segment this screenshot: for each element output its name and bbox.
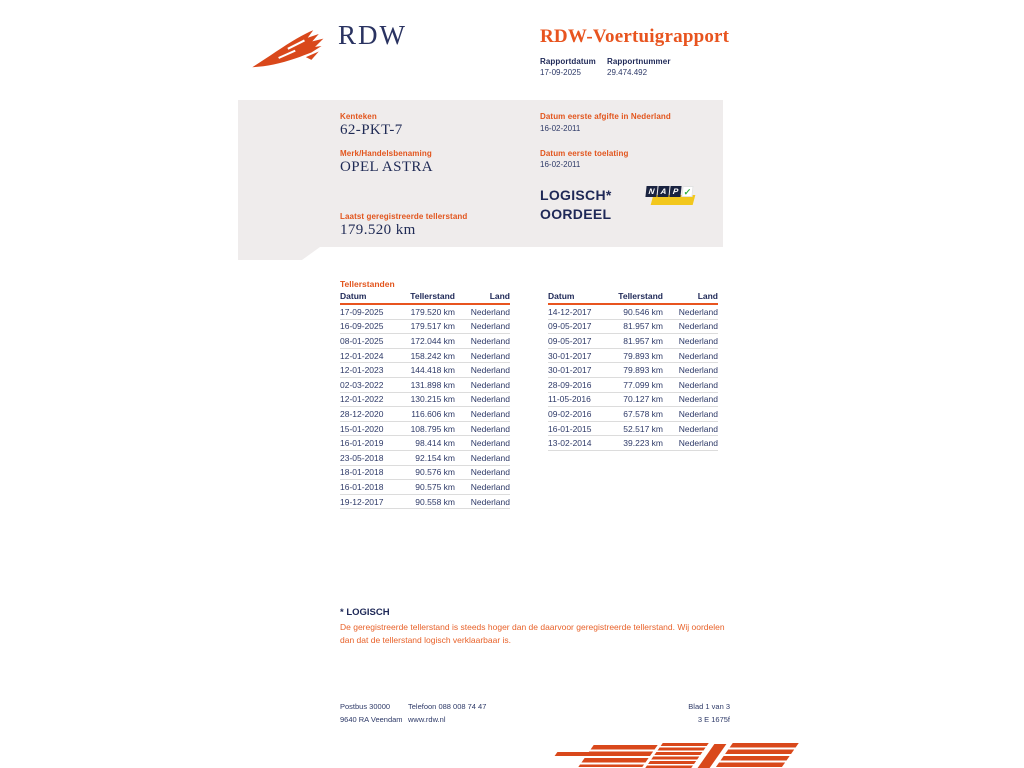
table-row [340,378,510,393]
table-row [548,407,718,422]
footer-address [340,700,403,726]
cell-land: Nederland [678,423,718,434]
footer-page-info [540,700,730,726]
table-row [340,436,510,451]
col-land: Land [697,291,718,301]
table-row [340,466,510,481]
cell-tellerstand: 98.414 km [415,438,455,449]
cell-land: Nederland [470,423,510,434]
stripe-dash [555,752,590,756]
cell-datum: 09-02-2016 [548,408,592,419]
cell-tellerstand: 179.520 km [410,306,455,317]
cell-land: Nederland [470,321,510,332]
cell-datum: 12-01-2022 [340,394,384,405]
rdw-logotype: RDW [338,20,407,50]
table-row [340,451,510,466]
footer-website: www.rdw.nl [408,715,446,724]
footnote-text: De geregistreerde tellerstand is steeds hoger dan de daarvoor geregistreerde tellerstand. Wij oordelen dan dat de tellerstand logisch verklaarbaar is. [340,622,725,645]
footer-phone: Telefoon 088 008 74 47 [408,702,487,711]
footer-address-line2: 9640 RA Veendam [340,715,403,724]
cell-datum: 28-09-2016 [548,379,592,390]
cell-tellerstand: 144.418 km [410,365,455,376]
cell-datum: 08-01-2025 [340,335,384,346]
cell-land: Nederland [678,306,718,317]
cell-land: Nederland [678,335,718,346]
vehicle-summary-panel [238,100,723,247]
table-row [340,320,510,335]
cell-tellerstand: 52.517 km [623,423,663,434]
cell-land: Nederland [678,365,718,376]
col-land: Land [489,291,510,301]
cell-datum: 23-05-2018 [340,452,384,463]
table-row [340,407,510,422]
tellerstand-label: Laatst geregistreerde tellerstand [340,212,468,221]
cell-datum: 11-05-2016 [548,394,591,405]
nap-check-icon: ✓ [683,187,692,197]
table-row [340,495,510,510]
cell-datum: 09-05-2017 [548,321,592,332]
table-row [340,363,510,378]
cell-datum: 19-12-2017 [340,496,384,507]
kenteken-value: 62-PKT-7 [340,122,403,138]
cell-land: Nederland [470,350,510,361]
cell-land: Nederland [470,496,510,507]
col-tellerstand: Tellerstand [618,291,663,301]
table-row [340,422,510,437]
footer-page-number: Blad 1 van 3 [688,702,730,711]
footer-address-line1: Postbus 30000 [340,702,391,711]
col-tellerstand: Tellerstand [410,291,455,301]
cell-tellerstand: 79.893 km [623,365,663,376]
cell-land: Nederland [678,394,718,405]
table-row [340,349,510,364]
cell-tellerstand: 130.215 km [410,394,455,405]
cell-land: Nederland [470,481,510,492]
cell-land: Nederland [678,379,718,390]
cell-land: Nederland [678,321,718,332]
oordeel-line1: LOGISCH* [540,187,612,203]
cell-datum: 17-09-2025 [340,306,384,317]
cell-datum: 12-01-2024 [340,350,384,361]
cell-datum: 12-01-2023 [340,365,384,376]
stripe-block-1 [578,745,657,767]
kenteken-label: Kenteken [340,112,377,121]
cell-datum: 16-09-2025 [340,321,384,332]
report-date-value: 17-09-2025 [540,68,581,77]
cell-datum: 16-01-2019 [340,438,384,449]
table-row [548,320,718,335]
table-row [548,349,718,364]
col-datum: Datum [548,291,575,301]
vehicle-panel-tab [238,247,320,260]
cell-land: Nederland [470,306,510,317]
cell-tellerstand: 39.223 km [623,438,663,449]
table-row [340,480,510,495]
cell-tellerstand: 90.546 km [623,306,663,317]
cell-tellerstand: 90.575 km [415,481,455,492]
table-row [548,422,718,437]
cell-land: Nederland [470,394,510,405]
cell-land: Nederland [678,438,718,449]
table-row [548,334,718,349]
cell-tellerstand: 158.242 km [410,350,455,361]
nap-letter-p: P [669,186,681,197]
nap-logo [646,186,696,208]
cell-datum: 30-01-2017 [548,365,592,376]
cell-tellerstand: 90.558 km [415,496,455,507]
tellerstand-value: 179.520 km [340,222,416,238]
footer-doc-code: 3 E 1675f [697,715,730,724]
report-title: RDW-Voertuigrapport [540,26,730,47]
rdw-wing-icon [250,22,334,75]
cell-land: Nederland [470,438,510,449]
table-header [548,291,718,305]
stripe-block-3 [715,743,799,768]
table-body [548,305,718,451]
eerste-afgifte-value: 16-02-2011 [540,124,581,133]
cell-tellerstand: 81.957 km [623,321,663,332]
table-row [340,334,510,349]
cell-tellerstand: 70.127 km [623,394,663,405]
footer-contact [408,700,486,726]
cell-tellerstand: 108.795 km [410,423,455,434]
eerste-afgifte-label: Datum eerste afgifte in Nederland [540,112,671,121]
eerste-toelating-label: Datum eerste toelating [540,149,629,158]
table-row [340,305,510,320]
cell-land: Nederland [470,408,510,419]
cell-tellerstand: 179.517 km [410,321,455,332]
cell-tellerstand: 90.576 km [415,467,455,478]
cell-tellerstand: 67.578 km [623,408,663,419]
cell-datum: 30-01-2017 [548,350,592,361]
cell-datum: 28-12-2020 [340,408,384,419]
cell-datum: 18-01-2018 [340,467,384,478]
cell-datum: 16-01-2015 [548,423,592,434]
oordeel-line2: OORDEEL [540,206,612,222]
table-row [548,363,718,378]
footnote-title: * LOGISCH [340,607,390,618]
merk-value: OPEL ASTRA [340,159,434,175]
table-row [548,436,718,451]
cell-land: Nederland [470,365,510,376]
nap-letter-n: N [645,186,657,197]
tellerstanden-title: Tellerstanden [340,279,395,289]
cell-tellerstand: 131.898 km [410,379,455,390]
merk-label: Merk/Handelsbenaming [340,149,432,158]
cell-datum: 02-03-2022 [340,379,384,390]
cell-tellerstand: 77.099 km [623,379,663,390]
cell-land: Nederland [470,335,510,346]
eerste-toelating-value: 16-02-2011 [540,160,581,169]
table-row [548,393,718,408]
table-header [340,291,510,305]
cell-datum: 14-12-2017 [548,306,592,317]
cell-tellerstand: 81.957 km [623,335,663,346]
cell-datum: 09-05-2017 [548,335,592,346]
col-datum: Datum [340,291,367,301]
cell-land: Nederland [470,452,510,463]
cell-tellerstand: 172.044 km [410,335,455,346]
report-date-label: Rapportdatum [540,57,596,66]
cell-datum: 15-01-2020 [340,423,384,434]
cell-land: Nederland [470,467,510,478]
report-number-value: 29.474.492 [607,68,648,77]
table-row [548,305,718,320]
oordeel-badge [540,186,612,224]
tellerstanden-table-right [548,291,718,451]
cell-land: Nederland [678,408,718,419]
table-row [548,378,718,393]
cell-datum: 16-01-2018 [340,481,384,492]
tellerstanden-table-left [340,291,510,509]
nap-letter-a: A [657,186,669,197]
cell-tellerstand: 92.154 km [415,452,455,463]
cell-tellerstand: 116.606 km [411,408,455,419]
cell-tellerstand: 79.893 km [623,350,663,361]
table-row [340,393,510,408]
report-number-label: Rapportnummer [607,57,671,66]
table-body [340,305,510,509]
cell-land: Nederland [678,350,718,361]
cell-land: Nederland [470,379,510,390]
cell-datum: 13-02-2014 [548,438,592,449]
